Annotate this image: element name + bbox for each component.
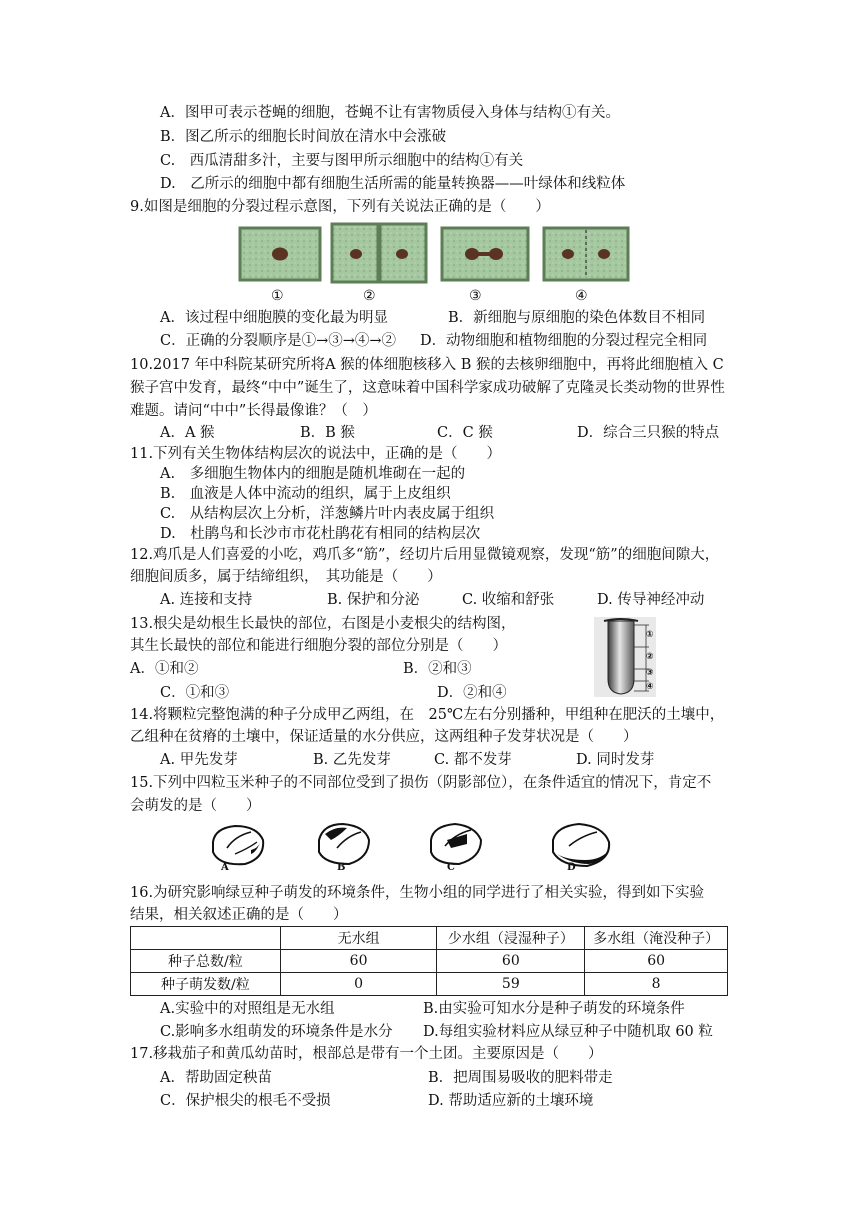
table-header-cell: 少水组（浸湿种子）: [437, 927, 585, 950]
cell-stage-4: [544, 228, 628, 280]
q12-option-c: C. 收缩和舒张: [462, 592, 555, 608]
cell-stage-3: [442, 228, 528, 280]
q17-stem: 17.移栽茄子和黄瓜幼苗时，根部总是带有一个土团。主要原因是（ ）: [130, 1046, 603, 1062]
q17-option-d: D. 帮助适应新的土壤环境: [428, 1093, 594, 1109]
q10-line-2: 猴子宫中发育，最终“中中”诞生了，这意味着中国科学家成功破解了克隆灵长类动物的世界性: [130, 380, 725, 396]
q9-option-d: D．动物细胞和植物细胞的分裂过程完全相同: [420, 333, 708, 349]
q9-option-a: A．该过程中细胞膜的变化最为明显: [160, 310, 388, 326]
table-cell: 种子萌发数/粒: [131, 973, 281, 996]
q14-line-2: 乙组种在贫瘠的土壤中，保证适量的水分供应，这两组种子发芽状况是（ ）: [130, 729, 638, 745]
q13-option-a: A．①和②: [130, 661, 199, 677]
q13-option-c: C．①和③: [160, 685, 230, 701]
cell-division-figure: [230, 220, 640, 288]
table-row: [131, 950, 728, 973]
q8-option-a: A．图甲可表示苍蝇的细胞，苍蝇不让有害物质侵入身体与结构①有关。: [160, 105, 620, 121]
q11-option-a: A. 多细胞生物体内的细胞是随机堆砌在一起的: [160, 466, 466, 482]
table-cell: 8: [585, 973, 728, 996]
seed-d: [553, 824, 609, 866]
q12-option-b: B. 保护和分泌: [327, 592, 420, 608]
q14-option-d: D. 同时发芽: [576, 752, 655, 768]
q14-line-1: 14.将颗粒完整饱满的种子分成甲乙两组，在 25℃左右分别播种，甲组种在肥沃的土壤中，: [130, 707, 725, 723]
q10-line-3: 难题。请问“中中”长得最像谁？（ ）: [130, 403, 377, 419]
q16-line-2: 结果，相关叙述正确的是（ ）: [130, 907, 348, 923]
table-cell: 60: [280, 950, 437, 973]
root-mark-1: ①: [646, 630, 654, 640]
q13-option-b: B．②和③: [403, 661, 472, 677]
q12-line-1: 12.鸡爪是人们喜爱的小吃，鸡爪多“筋”，经切片后用显微镜观察，发现“筋”的细胞间隙大，: [130, 547, 720, 563]
table-header-row: [131, 927, 728, 950]
seed-label-c: C: [447, 862, 455, 873]
seed-label-b: B: [337, 862, 346, 873]
q14-option-a: A. 甲先发芽: [160, 752, 238, 768]
q8-option-d: D. 乙所示的细胞中都有细胞生活所需的能量转换器——叶绿体和线粒体: [160, 176, 626, 192]
q8-option-c: C. 西瓜清甜多汁，主要与图甲所示细胞中的结构①有关: [160, 153, 524, 169]
q10-option-d: D．综合三只猴的特点: [577, 425, 720, 441]
cell-label-4: ④: [575, 288, 588, 304]
q12-option-d: D. 传导神经冲动: [597, 592, 705, 608]
seed-c: [431, 824, 481, 864]
q11-stem: 11.下列有关生物体结构层次的说法中，正确的是（ ）: [130, 446, 502, 462]
q16-option-c: C.影响多水组萌发的环境条件是水分: [160, 1024, 393, 1040]
cell-label-1: ①: [271, 288, 284, 304]
q15-line-1: 15.下列中四粒玉米种子的不同部位受到了损伤（阴影部位），在条件适宜的情况下，肯定不: [130, 775, 712, 791]
seed-b: [319, 824, 369, 864]
q11-option-b: B. 血液是人体中流动的组织，属于上皮组织: [160, 486, 451, 502]
q15-line-2: 会萌发的是（ ）: [130, 798, 261, 814]
q9-stem: 9.如图是细胞的分裂过程示意图，下列有关说法正确的是（ ）: [130, 199, 550, 215]
table-cell: 种子总数/粒: [131, 950, 281, 973]
q10-line-1: 10.2017 年中科院某研究所将A 猴的体细胞核移入 B 猴的去核卵细胞中，再将此细胞植入 C: [130, 357, 724, 373]
table-cell: 0: [280, 973, 437, 996]
seed-label-d: D: [567, 862, 576, 873]
q9-option-b: B．新细胞与原细胞的染色体数目不相同: [448, 310, 706, 326]
table-row: [131, 973, 728, 996]
q13-line-2: 其生长最快的部位和能进行细胞分裂的部位分别是（ ）: [130, 638, 507, 654]
q16-option-b: B.由实验可知水分是种子萌发的环境条件: [423, 1001, 685, 1017]
cell-label-2: ②: [363, 288, 376, 304]
root-mark-4: ④: [646, 682, 654, 692]
q10-option-c: C．C 猴: [437, 425, 493, 441]
q13-option-d: D．②和④: [437, 685, 507, 701]
table-cell: 60: [437, 950, 585, 973]
table-header-cell: [131, 927, 281, 950]
table-header-cell: 多水组（淹没种子）: [585, 927, 728, 950]
root-mark-2: ②: [646, 652, 654, 662]
root-mark-3: ③: [646, 668, 654, 678]
q17-option-a: A．帮助固定秧苗: [160, 1070, 272, 1086]
q10-option-a: A．A 猴: [160, 425, 215, 441]
cell-label-3: ③: [469, 288, 482, 304]
seed-label-a: A: [221, 862, 229, 873]
table-cell: 60: [585, 950, 728, 973]
q11-option-d: D. 杜鹃鸟和长沙市市花杜鹃花有相同的结构层次: [160, 526, 481, 542]
cell-stage-1: [240, 228, 320, 280]
cell-stage-2: [332, 224, 426, 282]
table-header-cell: 无水组: [280, 927, 437, 950]
q17-option-c: C．保护根尖的根毛不受损: [160, 1093, 331, 1109]
q17-option-b: B．把周围易吸收的肥料带走: [428, 1070, 613, 1086]
q10-option-b: B．B 猴: [300, 425, 355, 441]
q13-line-1: 13.根尖是幼根生长最快的部位，右图是小麦根尖的结构图，: [130, 616, 516, 632]
germination-table: [130, 926, 728, 996]
q14-option-b: B. 乙先发芽: [313, 752, 391, 768]
q12-option-a: A. 连接和支持: [160, 592, 253, 608]
q9-option-c: C．正确的分裂顺序是①→③→④→②: [160, 333, 397, 349]
q14-option-c: C. 都不发芽: [434, 752, 512, 768]
q8-option-b: B．图乙所示的细胞长时间放在清水中会涨破: [160, 129, 447, 145]
q12-line-2: 细胞间质多，属于结缔组织， 其功能是（ ）: [130, 569, 442, 585]
q16-option-d: D.每组实验材料应从绿豆种子中随机取 60 粒: [423, 1024, 713, 1040]
table-cell: 59: [437, 973, 585, 996]
q16-line-1: 16.为研究影响绿豆种子萌发的环境条件，生物小组的同学进行了相关实验，得到如下实验: [130, 885, 705, 901]
q11-option-c: C. 从结构层次上分析，洋葱鳞片叶内表皮属于组织: [160, 506, 495, 522]
q16-option-a: A.实验中的对照组是无水组: [160, 1001, 335, 1017]
seed-a: [213, 826, 263, 864]
